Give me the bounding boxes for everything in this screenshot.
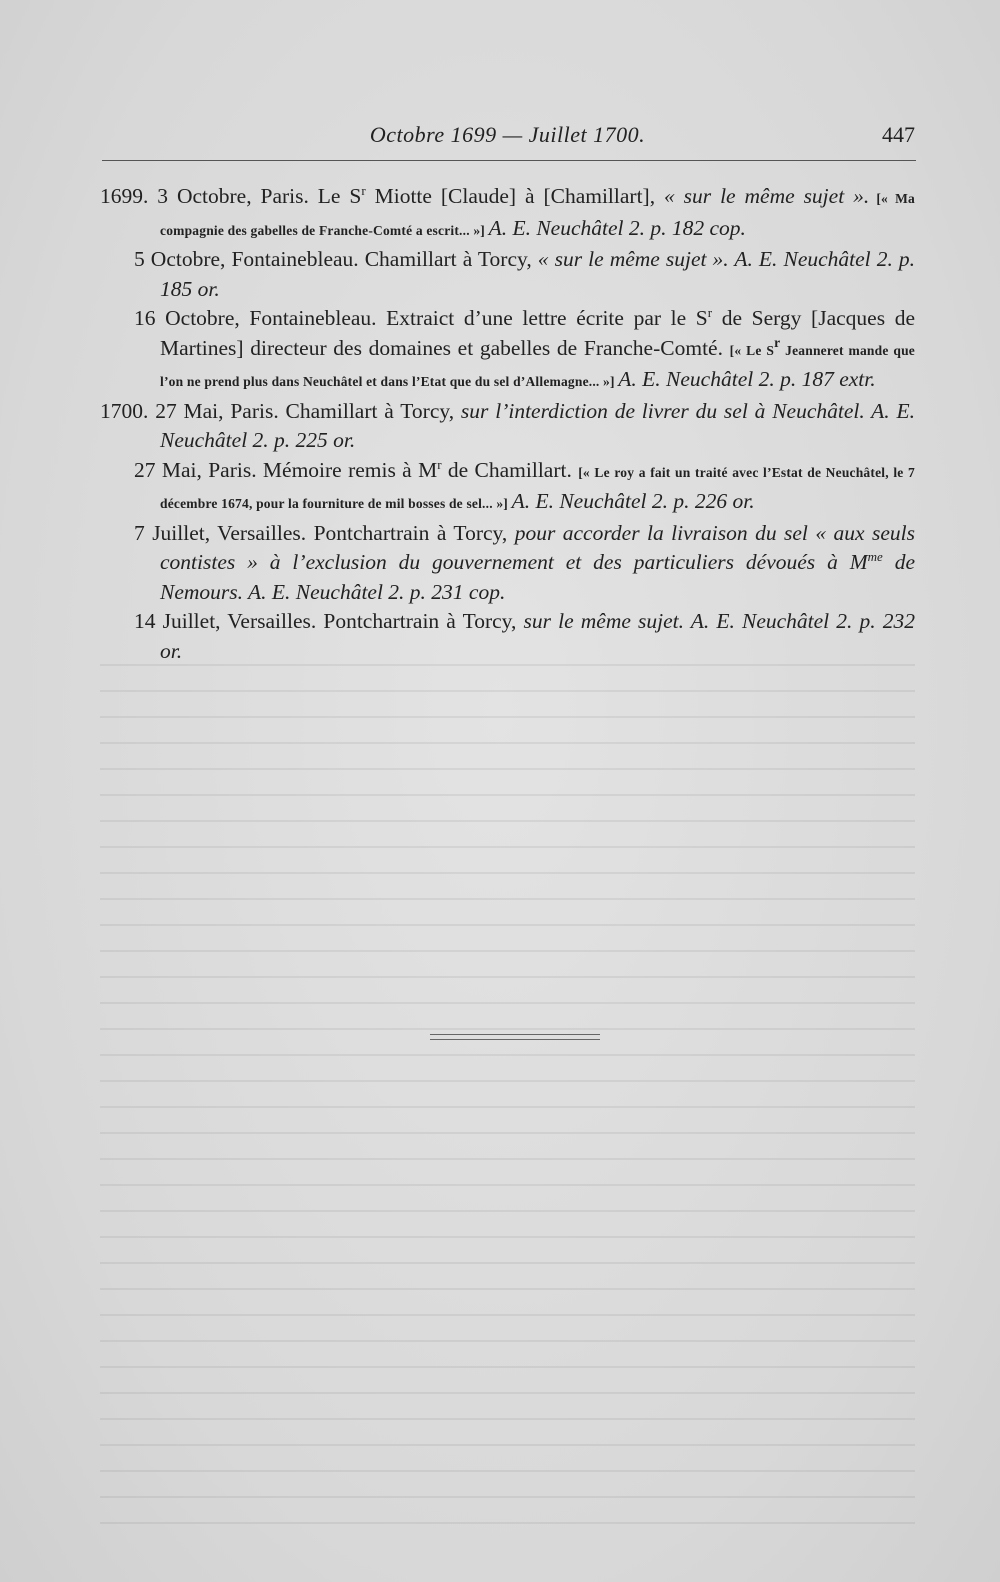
end-ornament-rule xyxy=(430,1034,600,1040)
entry-1700-05-27-a xyxy=(100,397,915,456)
entry-1699-10-16 xyxy=(100,304,915,397)
entry-text: 5 Octobre, Fontainebleau. Chamillart à Torcy, xyxy=(134,247,538,271)
superscript: r xyxy=(437,456,442,472)
entry-source: A. E. Neuchâtel 2. p. 187 extr. xyxy=(618,367,876,391)
entry-source: de Nemours. A. E. Neuchâtel 2. p. 231 cop. xyxy=(160,550,916,604)
page-number: 447 xyxy=(882,122,915,147)
entry-1700-07-07 xyxy=(100,519,915,608)
entry-text: 27 Mai, Paris. Mémoire remis à M xyxy=(134,457,438,482)
entry-1700-07-14 xyxy=(100,607,915,666)
entry-source: « sur le même sujet ». A. E. Neuchâtel 2. p. 185 or. xyxy=(160,247,915,301)
entry-text: 1699. 3 Octobre, Paris. Le S xyxy=(100,184,362,208)
entry-source: A. E. Neuchâtel 2. p. 182 cop. xyxy=(488,215,746,240)
entry-source: sur l’interdiction de livrer du sel à Neuchâtel. A. E. Neuchâtel 2. p. 225 or. xyxy=(160,398,915,452)
entry-1699-10-05 xyxy=(100,245,915,304)
entry-text: 16 Octobre, Fontainebleau. Extraict d’une lettre écrite par le S xyxy=(134,306,708,330)
entry-quote: [« Le roy a fait un traité avec l’Estat de Neuchâtel, le 7 décembre 1674, pour la fourniture de mil bosses de sel... »] xyxy=(160,464,915,511)
show-through-texture xyxy=(100,640,915,1540)
entry-text: Miotte [Claude] à [Chamillart], xyxy=(365,184,665,208)
entry-text: de Chamillart. xyxy=(441,457,579,482)
header-rule xyxy=(102,160,916,161)
entry-text: 7 Juillet, Versailles. Pontchartrain à Torcy, xyxy=(134,520,515,545)
entry-1700-05-27-b xyxy=(100,456,915,519)
entry-summary: « sur le même sujet ». xyxy=(664,184,870,208)
entry-text: 14 Juillet, Versailles. Pontchartrain à Torcy, xyxy=(134,609,524,633)
entry-text: de Sergy [Jacques de Martines] directeur des domaines et gabelles de Franche-Comté. xyxy=(160,306,915,360)
entry-quote: [« Ma compagnie des gabelles de Franche-Comté a escrit... »] xyxy=(160,191,915,238)
entry-quote: [« Le S xyxy=(729,342,775,358)
entry-source: A. E. Neuchâtel 2. p. 226 or. xyxy=(511,489,755,513)
entry-source: sur le même sujet. A. E. Neuchâtel 2. p. 232 or. xyxy=(160,609,915,663)
entry-1699-10-03 xyxy=(100,182,915,245)
superscript: r xyxy=(707,304,713,320)
superscript: me xyxy=(867,548,883,564)
calendar-entries xyxy=(100,182,915,666)
running-header xyxy=(100,122,915,158)
superscript: r xyxy=(774,334,781,350)
superscript: r xyxy=(361,182,366,198)
entry-summary: pour accorder la livraison du sel « aux seuls contistes » à l’exclusion du gouvernement et des particuliers dévoués à M xyxy=(160,520,916,574)
entry-text: 1700. 27 Mai, Paris. Chamillart à Torcy, xyxy=(100,398,461,423)
running-title: Octobre 1699 — Juillet 1700. xyxy=(369,122,646,147)
entry-quote: Jeanneret mande que l’on ne prend plus dans Neuchâtel et dans l’Etat que du sel d’Allemagne... »] xyxy=(160,342,916,389)
